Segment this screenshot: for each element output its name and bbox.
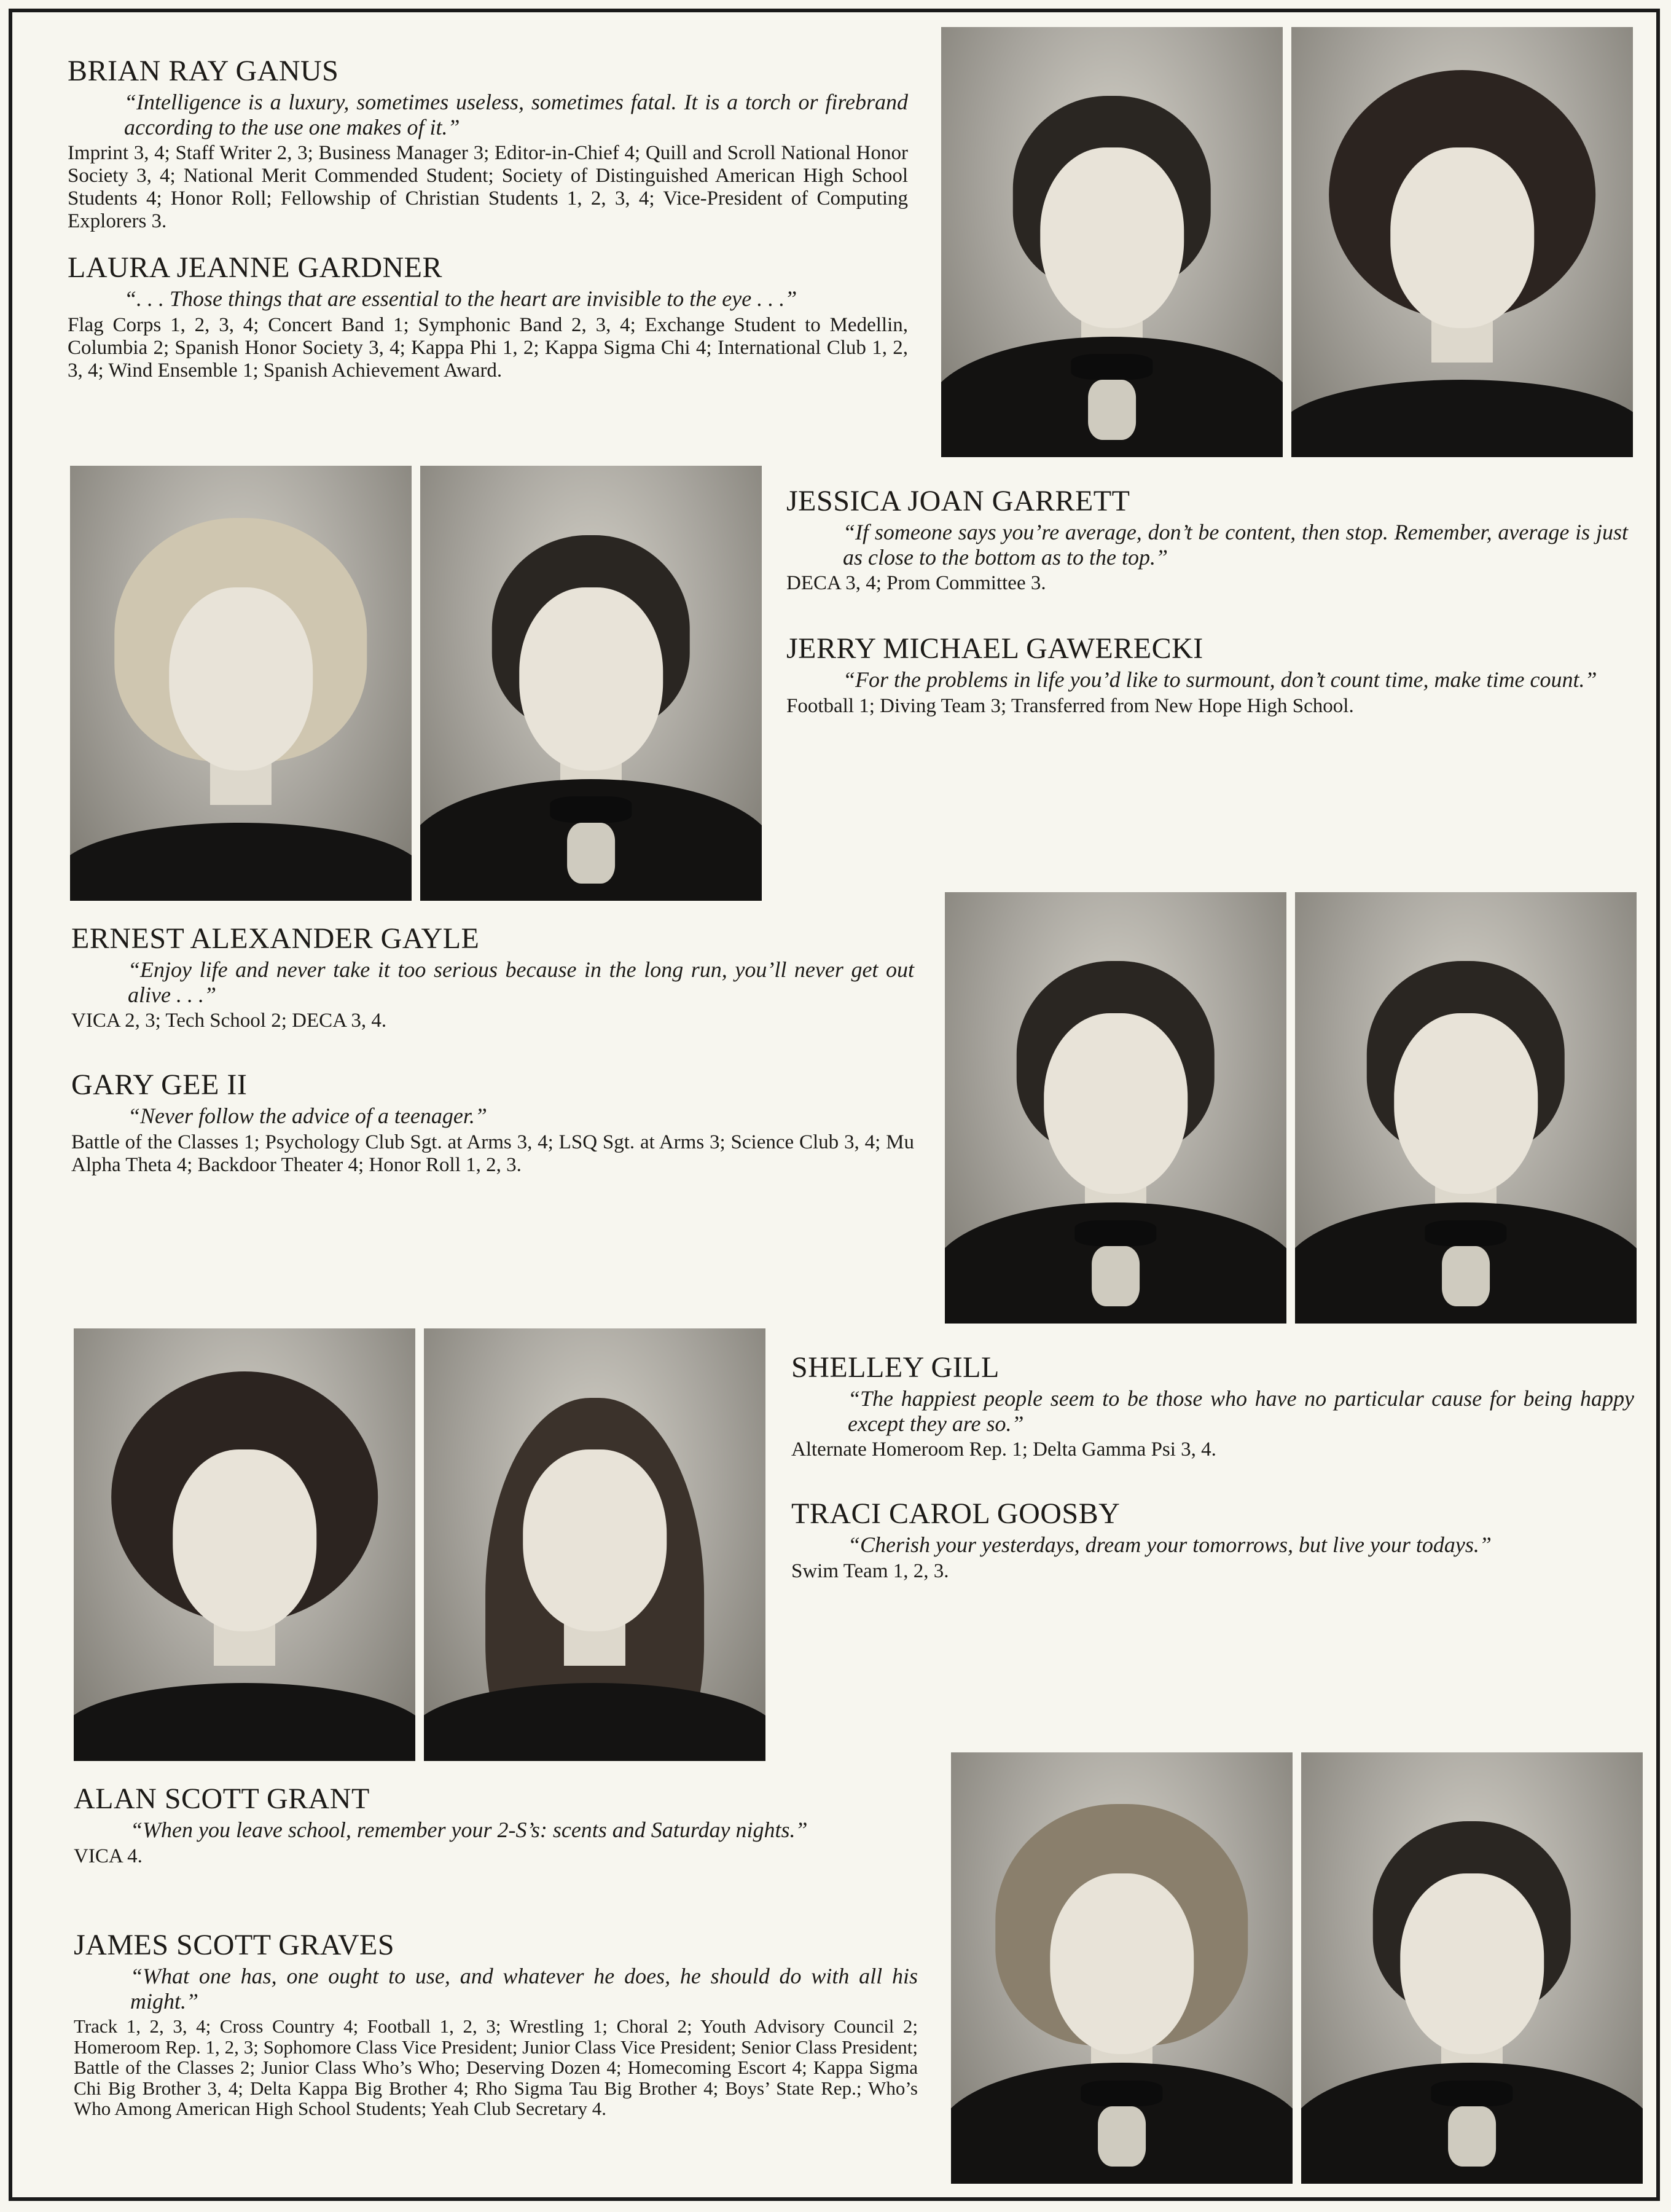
senior-portrait <box>74 1328 415 1761</box>
student-name: GARY GEE II <box>71 1069 248 1101</box>
student-name: TRACI CAROL GOOSBY <box>791 1497 1121 1530</box>
senior-portrait <box>1295 892 1637 1324</box>
senior-entry <box>791 1499 1634 1583</box>
senior-entry <box>68 57 908 233</box>
activity-list: Track 1, 2, 3, 4; Cross Country 4; Football 1, 2, 3; Wrestling 1; Choral 2; Youth Advisory Council 2; Homeroom Rep. 1, 2, 3; Sophomore Class Vice President; Junior Class Vice President; Senior Class President; Battle of the Classes 2; Junior Class Who’s Who; Deserving Dozen 4; Homecoming Escort 4; Kappa Sigma Chi Big Brother 3, 4; Delta Kappa Big Brother 4; Rho Sigma Tau Big Brother 4; Boys’ State Rep.; Who’s Who Among American High School Students; Yeah Club Secretary 4. <box>74 2015 918 2120</box>
senior-portrait <box>941 27 1283 457</box>
activity-list: Battle of the Classes 1; Psychology Club Sgt. at Arms 3, 4; LSQ Sgt. at Arms 3; Science Club 3, 4; Mu Alpha Theta 4; Backdoor Theater 4; Honor Roll 1, 2, 3. <box>71 1131 914 1176</box>
activity-list: Flag Corps 1, 2, 3, 4; Concert Band 1; Symphonic Band 2, 3, 4; Exchange Student to Medellin, Columbia 2; Spanish Honor Society 3, 4; Kappa Phi 1, 2; Kappa Sigma Chi 4; International Club 1, 2, 3, 4; Wind Ensemble 1; Spanish Achievement Award. <box>68 313 908 382</box>
senior-entry <box>74 1784 918 1868</box>
portrait-pair <box>941 27 1633 457</box>
senior-portrait <box>70 466 412 901</box>
student-name: JESSICA JOAN GARRETT <box>786 485 1130 517</box>
senior-portrait <box>424 1328 765 1761</box>
senior-portrait <box>1291 27 1633 457</box>
senior-quote: “When you leave school, remember your 2-S’s: scents and Saturday nights.” <box>130 1818 808 1842</box>
senior-quote: “. . . Those things that are essential to the heart are invisible to the eye . . .” <box>124 286 797 311</box>
senior-portrait <box>420 466 762 901</box>
activity-list: DECA 3, 4; Prom Committee 3. <box>786 572 1046 595</box>
activity-list: VICA 2, 3; Tech School 2; DECA 3, 4. <box>71 1010 387 1032</box>
senior-quote: “If someone says you’re average, don’t be content, then stop. Remember, average is just as close to the bottom as to the top.” <box>843 520 1628 570</box>
senior-quote: “The happiest people seem to be those who have no particular cause for being happy except they are so.” <box>848 1386 1634 1436</box>
student-name: BRIAN RAY GANUS <box>68 55 339 87</box>
student-name: JERRY MICHAEL GAWERECKI <box>786 632 1203 665</box>
portrait-pair <box>945 892 1637 1324</box>
senior-quote: “Enjoy life and never take it too serious because in the long run, you’ll never get out alive . . .” <box>128 957 914 1007</box>
senior-portrait <box>951 1752 1293 2184</box>
senior-entry <box>74 1931 918 2119</box>
portrait-pair <box>951 1752 1643 2184</box>
student-name: ALAN SCOTT GRANT <box>74 1783 370 1815</box>
senior-quote: “For the problems in life you’d like to surmount, don’t count time, make time count.” <box>843 667 1597 692</box>
activity-list: Alternate Homeroom Rep. 1; Delta Gamma Psi 3, 4. <box>791 1438 1216 1461</box>
senior-entry <box>791 1353 1634 1461</box>
portrait-pair <box>74 1328 765 1761</box>
senior-portrait <box>1301 1752 1643 2184</box>
senior-quote: “Intelligence is a luxury, sometimes useless, sometimes fatal. It is a torch or firebrand according to the use one makes of it.” <box>124 90 908 139</box>
senior-quote: “Never follow the advice of a teenager.” <box>128 1104 487 1128</box>
activity-list: VICA 4. <box>74 1845 143 1867</box>
senior-quote: “What one has, one ought to use, and whatever he does, he should do with all his might.” <box>130 1964 918 2014</box>
activity-list: Swim Team 1, 2, 3. <box>791 1559 949 1582</box>
student-name: ERNEST ALEXANDER GAYLE <box>71 922 480 955</box>
senior-quote: “Cherish your yesterdays, dream your tomorrows, but live your todays.” <box>848 1532 1492 1557</box>
student-name: JAMES SCOTT GRAVES <box>74 1929 395 1961</box>
senior-portrait <box>945 892 1286 1324</box>
portrait-pair <box>70 466 762 901</box>
senior-entry <box>786 634 1628 718</box>
student-name: SHELLEY GILL <box>791 1351 1000 1384</box>
senior-entry <box>71 924 914 1032</box>
student-name: LAURA JEANNE GARDNER <box>68 251 442 284</box>
activity-list: Imprint 3, 4; Staff Writer 2, 3; Business Manager 3; Editor-in-Chief 4; Quill and Scroll National Honor Society 3, 4; National Merit Commended Student; Society of Distinguished American High School Students 4; Honor Roll; Fellowship of Christian Students 1, 2, 3, 4; Vice-President of Computing Explorers 3. <box>68 142 908 233</box>
senior-entry <box>786 487 1628 595</box>
activity-list: Football 1; Diving Team 3; Transferred from New Hope High School. <box>786 694 1354 717</box>
senior-entry <box>71 1070 914 1177</box>
senior-entry <box>68 253 908 382</box>
